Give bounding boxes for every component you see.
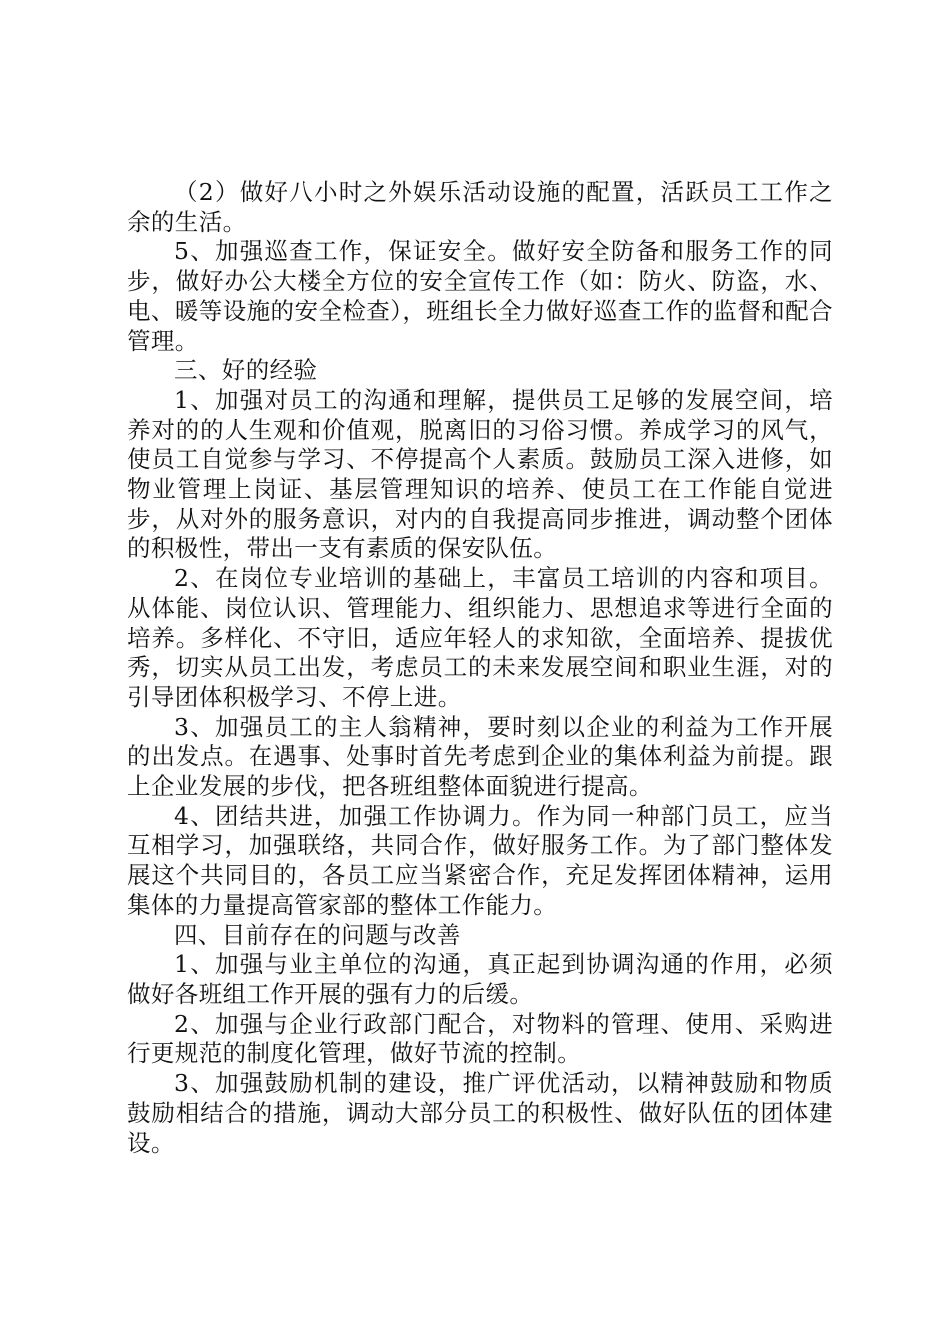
document-body: [127, 178, 833, 1158]
paragraph-problem-3: 3、加强鼓励机制的建设，推广评优活动，以精神鼓励和物质鼓励相结合的措施，调动大部分员工的积极性、做好队伍的团体建设。: [127, 1069, 833, 1157]
paragraph-experience-4: 4、团结共进，加强工作协调力。作为同一种部门员工，应当互相学习，加强联络，共同合作，做好服务工作。为了部门整体发展这个共同目的，各员工应当紧密合作，充足发挥团体精神，运用集体的力量提高管家部的整体工作能力。: [127, 801, 833, 919]
paragraph-patrol: 5、加强巡查工作，保证安全。做好安全防备和服务工作的同步，做好办公大楼全方位的安全宣传工作（如：防火、防盗，水、电、暖等设施的安全检查），班组长全力做好巡查工作的监督和配合管理。: [127, 237, 833, 355]
section-heading-problems: 四、目前存在的问题与改善: [174, 920, 461, 949]
paragraph-problem-1: 1、加强与业主单位的沟通，真正起到协调沟通的作用，必须做好各班组工作开展的强有力的后缓。: [127, 950, 833, 1008]
paragraph-experience-2: 2、在岗位专业培训的基础上，丰富员工培训的内容和项目。从体能、岗位认识、管理能力、组织能力、思想追求等进行全面的培养。多样化、不守旧，适应年轻人的求知欲，全面培养、提拔优秀，切实从员工出发，考虑员工的未来发展空间和职业生涯，对的引导团体积极学习、不停上进。: [127, 564, 833, 711]
paragraph-experience-3: 3、加强员工的主人翁精神，要时刻以企业的利益为工作开展的出发点。在遇事、处事时首先考虑到企业的集体利益为前提。跟上企业发展的步伐，把各班组整体面貌进行提高。: [127, 712, 833, 801]
paragraph-entertainment: （2）做好八小时之外娱乐活动设施的配置，活跃员工工作之余的生活。: [127, 178, 833, 236]
paragraph-experience-1: 1、加强对员工的沟通和理解，提供员工足够的发展空间，培养对的的人生观和价值观，脱离旧的习俗习惯。养成学习的风气，使员工自觉参与学习、不停提高个人素质。鼓励员工深入进修，如物业管理上岗证、基层管理知识的培养、使员工在工作能自觉进步，从对外的服务意识，对内的自我提高同步推进，调动整个团体的积极性，带出一支有素质的保安队伍。: [127, 385, 833, 563]
section-heading-experience: 三、好的经验: [174, 356, 318, 385]
paragraph-problem-2: 2、加强与企业行政部门配合，对物料的管理、使用、采购进行更规范的制度化管理，做好节流的控制。: [127, 1009, 833, 1068]
